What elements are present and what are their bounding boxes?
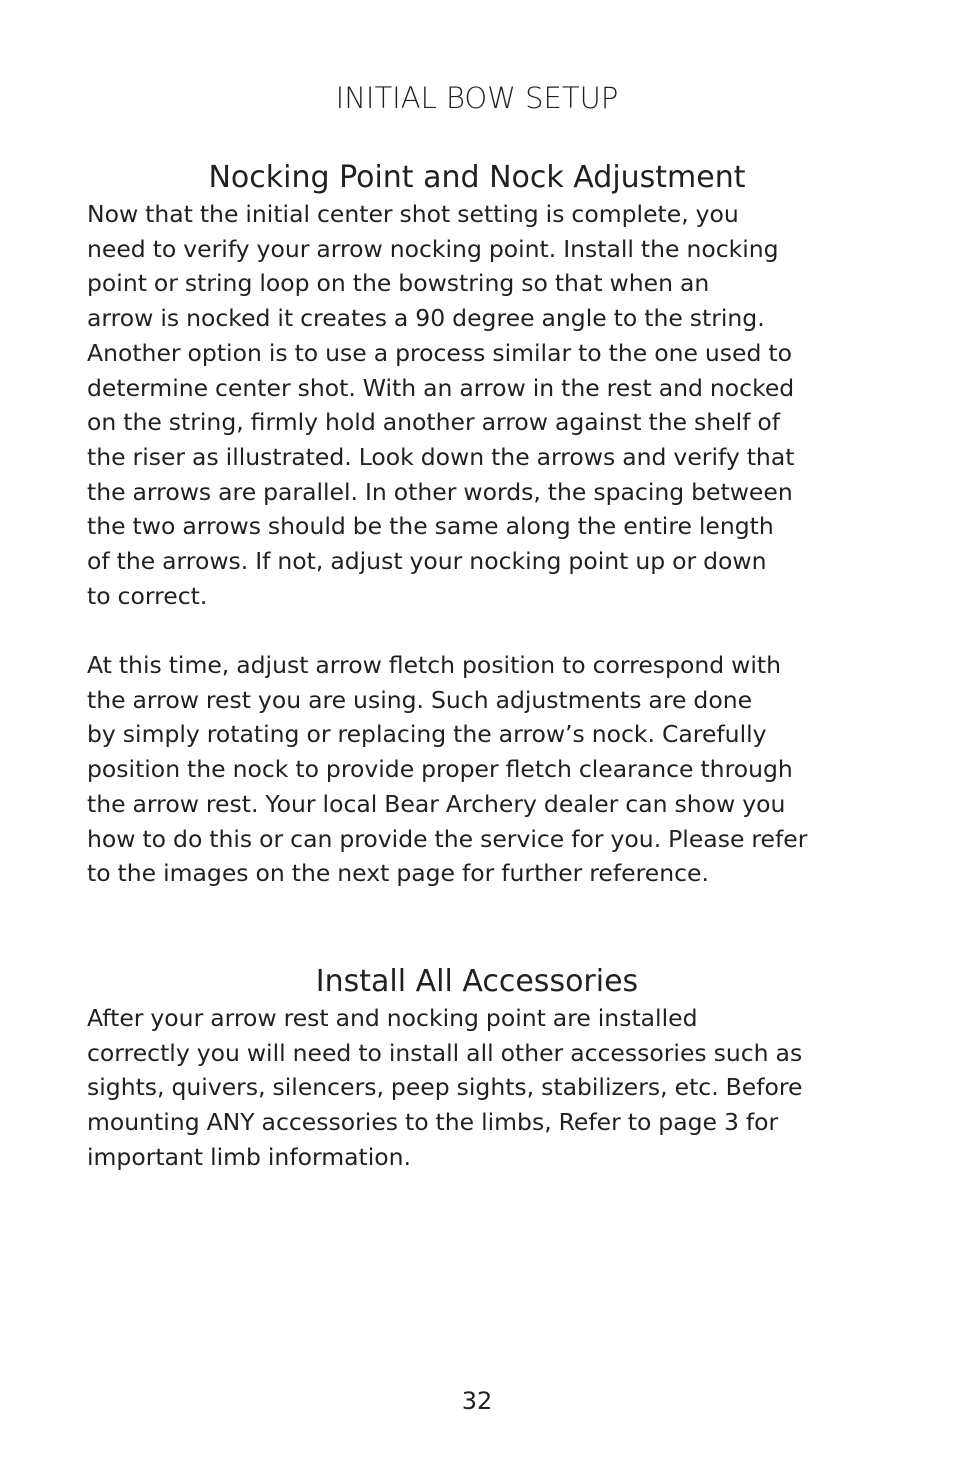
text-line: correctly you will need to install all other accessories such as — [87, 1038, 803, 1067]
text-line: important limb information. — [87, 1142, 412, 1171]
text-line: mounting ANY accessories to the limbs, Refer to page 3 for — [87, 1108, 779, 1137]
text-line: the arrow rest. Your local Bear Archery dealer can show you — [87, 789, 786, 818]
text-line: to the images on the next page for further reference. — [87, 859, 709, 888]
text-line: need to verify your arrow nocking point. Install the nocking — [87, 234, 779, 263]
text-line: determine center shot. With an arrow in the rest and nocked — [87, 373, 795, 402]
page-title: INITIAL BOW SETUP — [335, 81, 619, 115]
text-line: to correct. — [87, 581, 208, 610]
text-line: At this time, adjust arrow fletch position to correspond with — [87, 651, 781, 679]
text-line: the arrow rest you are using. Such adjustments are done — [87, 685, 753, 714]
paragraph-accessories — [87, 1001, 877, 1175]
text-line: the two arrows should be the same along the entire length — [87, 512, 774, 541]
text-line: sights, quivers, silencers, peep sights, stabilizers, etc. Before — [87, 1073, 803, 1102]
text-line: of the arrows. If not, adjust your nocking point up or down — [87, 547, 767, 576]
paragraph-fletch-position — [87, 648, 877, 891]
text-line: the arrows are parallel. In other words, the spacing between — [87, 477, 793, 506]
text-line: on the string, firmly hold another arrow against the shelf of — [87, 408, 781, 437]
text-line: After your arrow rest and nocking point are installed — [87, 1004, 698, 1032]
text-line: Now that the initial center shot setting is complete, you — [87, 200, 739, 228]
paragraph-nocking-point — [87, 197, 877, 613]
text-line: arrow is nocked it creates a 90 degree angle to the string. — [87, 304, 765, 333]
text-line: the riser as illustrated. Look down the arrows and verify that — [87, 442, 795, 471]
text-line: point or string loop on the bowstring so that when an — [87, 269, 710, 298]
section-heading-accessories: Install All Accessories — [315, 964, 639, 999]
text-line: position the nock to provide proper fletch clearance through — [87, 755, 793, 784]
text-line: how to do this or can provide the service for you. Please refer — [87, 824, 808, 853]
section-heading-nocking-point: Nocking Point and Nock Adjustment — [208, 160, 746, 195]
text-line: Another option is to use a process similar to the one used to — [87, 338, 792, 367]
text-line: by simply rotating or replacing the arrow’s nock. Carefully — [87, 720, 767, 749]
page-number: 32 — [461, 1387, 493, 1415]
